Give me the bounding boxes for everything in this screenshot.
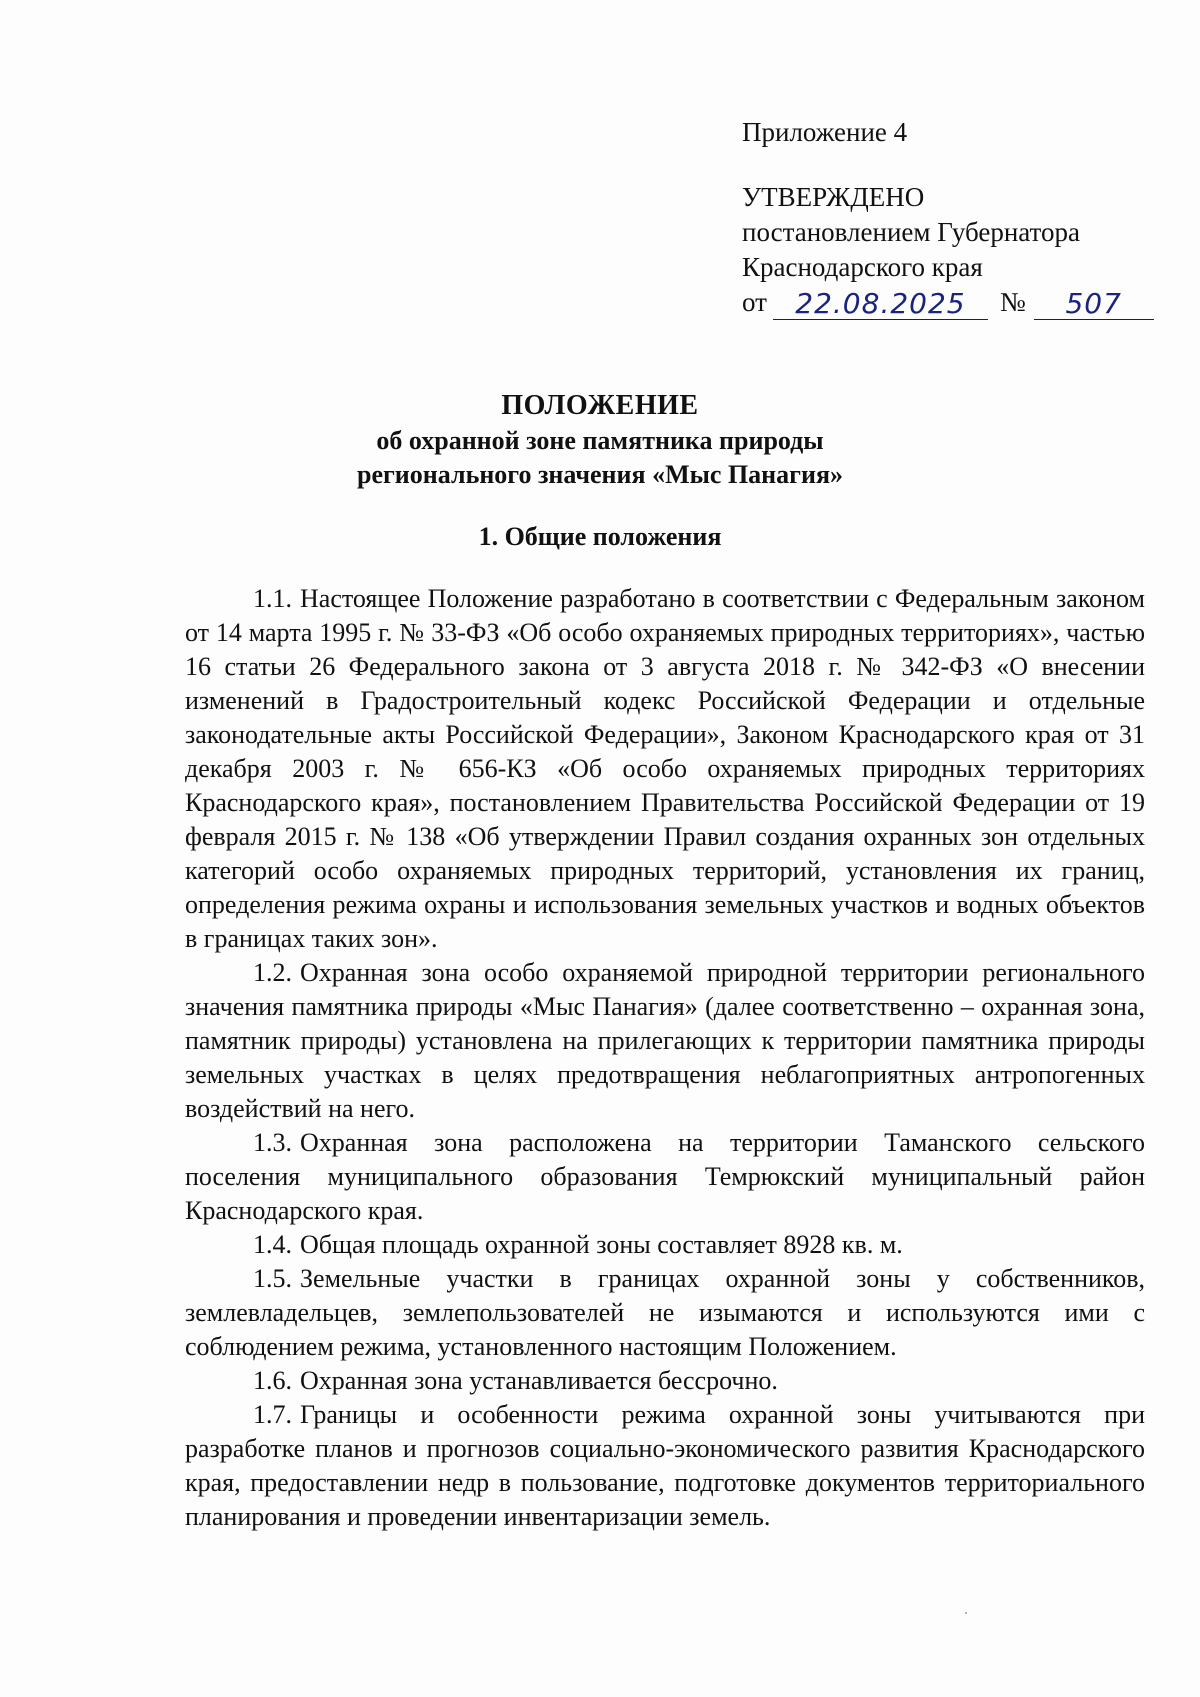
title-main: ПОЛОЖЕНИЕ (501, 390, 699, 421)
approved-by-line-2: Краснодарского края (742, 252, 983, 282)
paragraph-1-7 (185, 1398, 1145, 1534)
paragraph-number: 1.7. (253, 1400, 292, 1429)
paragraph-text: Охранная зона особо охраняемой природной территории регионального значения памятника природы «Мыс Панагия» (далее соответственно – охранная зона, памятник природы) установлена на прилегающих к территории памятника природы земельных участках в целях предотвращения неблагоприятных антропогенных воздействий на него. (185, 958, 1145, 1123)
paragraph-text: Границы и особенности режима охранной зоны учитываются при разработке планов и прогнозов социально-экономического развития Краснодарского края, предоставлении недр в пользование, подготовке документов территориального планирования и проведении инвентаризации земель. (185, 1400, 1145, 1531)
paragraph-1-3 (185, 1126, 1145, 1228)
approval-block (742, 115, 1162, 320)
document-title (120, 388, 1080, 492)
paragraph-1-2 (185, 956, 1145, 1126)
paragraph-number: 1.5. (253, 1264, 292, 1293)
paragraph-text: Охранная зона устанавливается бессрочно. (300, 1366, 778, 1395)
paragraph-number: 1.1. (253, 584, 292, 613)
paragraph-text: Охранная зона расположена на территории Таманского сельского поселения муниципального образования Темрюкский муниципальный район Краснодарского края. (185, 1128, 1145, 1225)
paragraph-1-6 (185, 1364, 1145, 1398)
paragraph-text: Общая площадь охранной зоны составляет 8928 кв. м. (300, 1230, 903, 1259)
paragraph-number: 1.2. (253, 958, 292, 987)
title-sub-1: об охранной зоне памятника природы (376, 426, 824, 455)
document-body (185, 582, 1145, 1534)
paragraph-number: 1.6. (253, 1366, 292, 1395)
paragraph-1-5 (185, 1262, 1145, 1364)
handwritten-number: 507 (1034, 289, 1154, 320)
date-number-line (742, 285, 1162, 320)
appendix-label: Приложение 4 (742, 117, 908, 147)
scan-speck (965, 1612, 967, 1614)
paragraph-1-1 (185, 582, 1145, 956)
title-sub-2: регионального значения «Мыс Панагия» (356, 460, 844, 489)
paragraph-text: Земельные участки в границах охранной зоны у собственников, землевладельцев, землепользователей не изымаются и используются ими с соблюдением режима, установленного настоящим Положением. (185, 1264, 1145, 1361)
paragraph-1-4 (185, 1228, 1145, 1262)
paragraph-number: 1.3. (253, 1128, 292, 1157)
number-sign: № (999, 287, 1026, 317)
handwritten-date: 22.08.2025 (773, 289, 988, 320)
section-heading: 1. Общие положения (478, 522, 722, 551)
paragraph-text: Настоящее Положение разработано в соответствии с Федеральным законом от 14 марта 1995 г. № 33-ФЗ «Об особо охраняемых природных территориях», частью 16 статьи 26 Федерального закона от 3 августа 2018 г. № 342-ФЗ «О внесении изменений в Градостроительный кодекс Российской Федерации и отдельные законодательные акты Российской Федерации», Законом Краснодарского края от 31 декабря 2003 г. № 656-КЗ «Об особо охраняемых природных территориях Краснодарского края», постановлением Правительства Российской Федерации от 19 февраля 2015 г. № 138 «Об утверждении Правил создания охранных зон отдельных категорий особо охраняемых природных территорий, установления их границ, определения режима охраны и использования земельных участков и водных объектов в границах таких зон». (185, 584, 1145, 953)
approved-stamp-text: УТВЕРЖДЕНО (742, 182, 925, 212)
date-prefix: от (742, 287, 767, 317)
approved-by-line-1: постановлением Губернатора (742, 217, 1080, 247)
paragraph-number: 1.4. (253, 1230, 292, 1259)
